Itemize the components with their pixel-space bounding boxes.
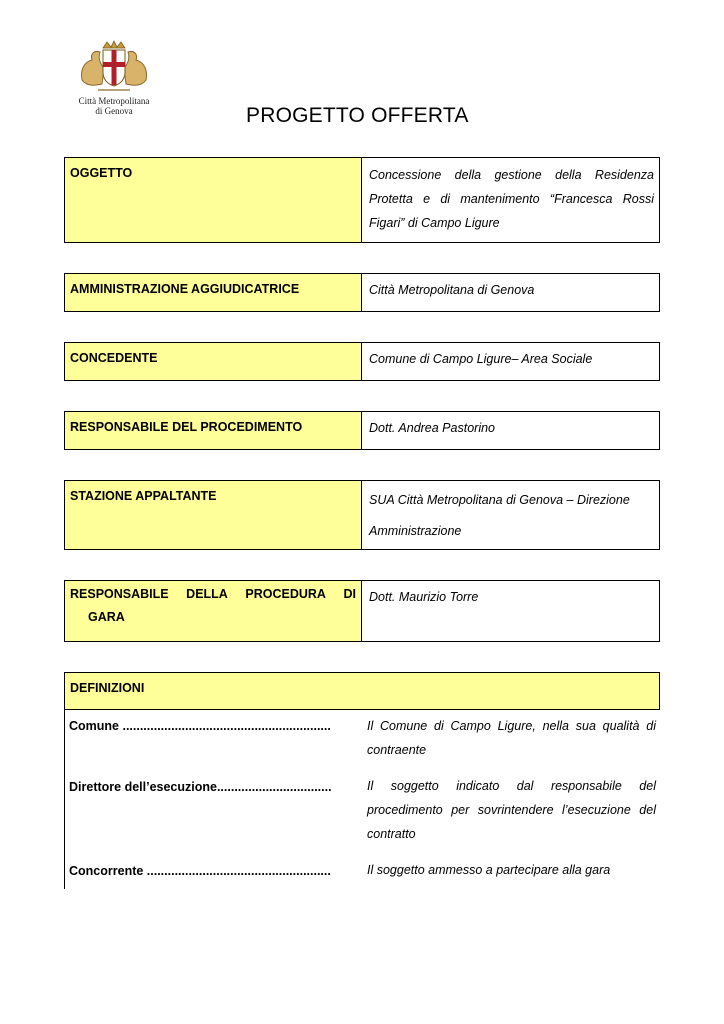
- info-block-concedente: [64, 342, 660, 381]
- coat-of-arms-icon: [76, 40, 152, 98]
- logo-text-line-2: di Genova: [95, 106, 133, 116]
- info-block-responsabile-gara: [64, 580, 660, 642]
- definitions-left-border: [64, 709, 65, 889]
- logo-text-line-1: Città Metropolitana: [78, 96, 150, 106]
- definition-value: Il soggetto indicato dal responsabile del procedimento per sovrintendere l’esecuzione del contratto: [367, 779, 656, 841]
- info-block-oggetto: [64, 157, 660, 243]
- block-label: STAZIONE APPALTANTE: [65, 481, 362, 549]
- definition-value: Il soggetto ammesso a partecipare alla gara: [367, 863, 611, 877]
- block-value: Dott. Maurizio Torre: [369, 590, 479, 604]
- block-value: Città Metropolitana di Genova: [369, 283, 535, 297]
- block-value: Dott. Andrea Pastorino: [369, 421, 495, 435]
- definition-value: Il Comune di Campo Ligure, nella sua qualità di contraente: [367, 719, 656, 757]
- block-label: RESPONSABILE DEL PROCEDIMENTO: [65, 412, 362, 449]
- label-word: DI: [343, 587, 356, 601]
- label-word: GARA: [88, 610, 125, 624]
- definition-term: Comune ............................................................: [69, 719, 331, 733]
- block-label: CONCEDENTE: [65, 343, 362, 380]
- city-logo: [68, 40, 160, 122]
- block-value: Concessione della gestione della Residenza Protetta e di mantenimento “Francesca Rossi Figari” di Campo Ligure: [369, 168, 654, 230]
- block-value: Comune di Campo Ligure– Area Sociale: [369, 352, 593, 366]
- definitions-heading: DEFINIZIONI: [64, 672, 660, 710]
- definition-term: Direttore dell’esecuzione.................................: [69, 780, 332, 794]
- label-word: RESPONSABILE: [70, 587, 169, 601]
- label-word: DELLA: [186, 587, 228, 601]
- info-block-responsabile-procedimento: [64, 411, 660, 450]
- block-label: AMMINISTRAZIONE AGGIUDICATRICE: [65, 274, 362, 311]
- info-block-amministrazione: [64, 273, 660, 312]
- info-block-stazione-appaltante: [64, 480, 660, 550]
- block-label: OGGETTO: [65, 158, 362, 242]
- definition-term: Concorrente .....................................................: [69, 864, 331, 878]
- label-word: PROCEDURA: [245, 587, 326, 601]
- block-label: [65, 581, 362, 641]
- block-value: SUA Città Metropolitana di Genova – Direzione Amministrazione: [369, 493, 630, 538]
- page-title: PROGETTO OFFERTA: [246, 104, 469, 127]
